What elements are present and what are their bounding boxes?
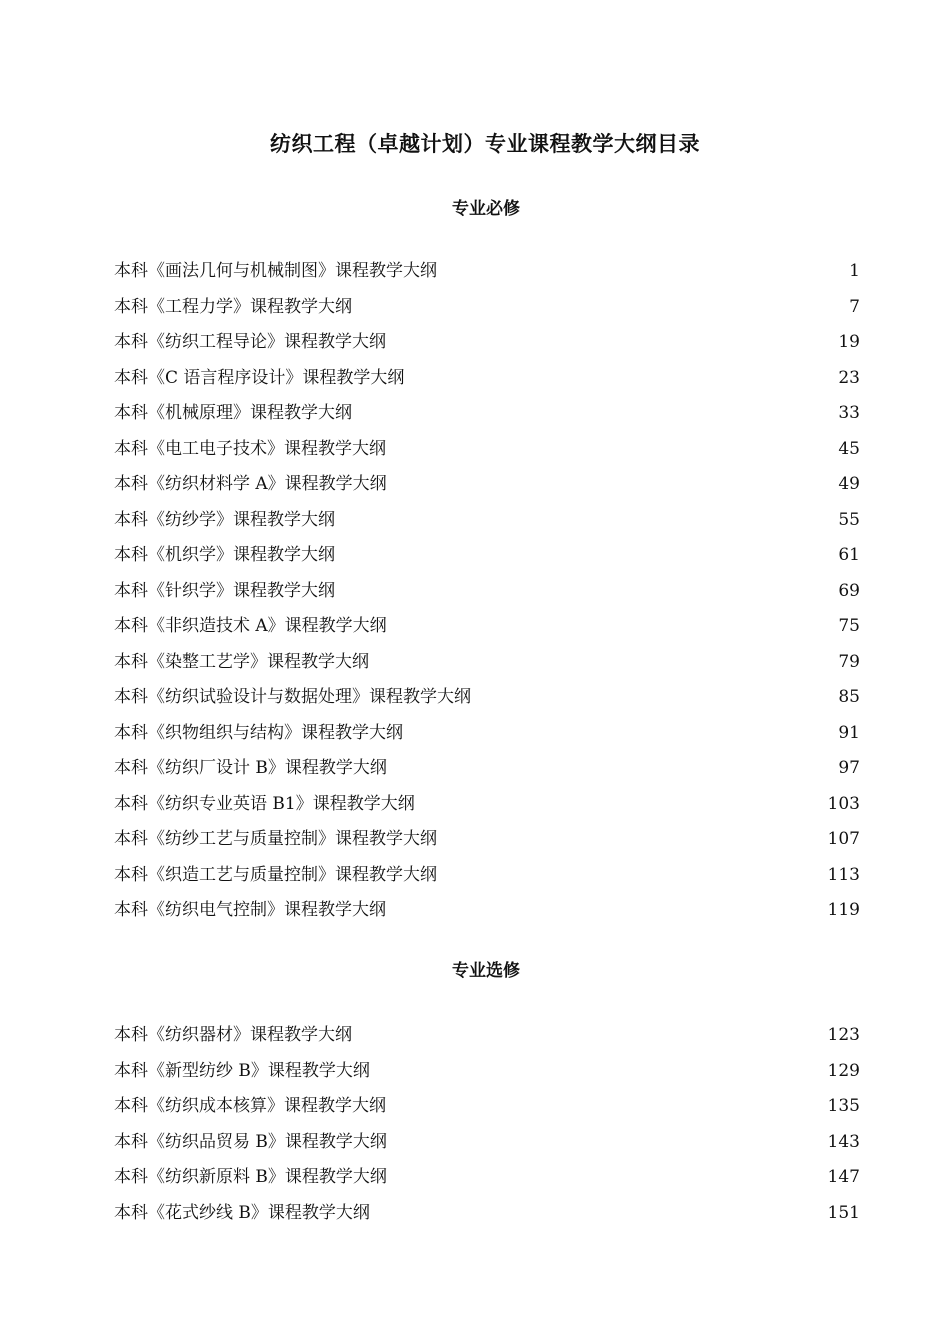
toc-entry-title: 本科《针织学》课程教学大纲 — [114, 580, 335, 601]
toc-entry-title: 本科《非织造技术 A》课程教学大纲 — [114, 616, 387, 636]
toc-entry[interactable] — [114, 538, 860, 574]
toc-entry-page-number: 85 — [838, 687, 860, 707]
toc-entry-title: 本科《新型纺纱 B》课程教学大纲 — [114, 1060, 370, 1081]
toc-entry[interactable] — [114, 822, 860, 858]
toc-entry-page-number: 7 — [849, 296, 860, 317]
toc-entry[interactable] — [114, 432, 860, 468]
toc-entry-page-number: 91 — [838, 722, 860, 743]
toc-entry[interactable] — [114, 1089, 860, 1125]
toc-entry[interactable] — [114, 1160, 860, 1196]
toc-entry-page-number: 119 — [827, 900, 860, 920]
toc-entry[interactable] — [114, 1018, 860, 1054]
toc-entry-page-number: 19 — [838, 332, 860, 352]
toc-entry-title: 本科《纺织器材》课程教学大纲 — [114, 1025, 352, 1045]
toc-entry-page-number: 33 — [838, 403, 860, 423]
toc-entry[interactable] — [114, 893, 860, 929]
toc-entry-title: 本科《纺纱学》课程教学大纲 — [114, 509, 335, 530]
toc-entry-title: 本科《工程力学》课程教学大纲 — [114, 296, 352, 317]
toc-list-required — [114, 254, 860, 929]
toc-entry-page-number: 23 — [838, 367, 860, 388]
toc-entry-title: 本科《纺织专业英语 B1》课程教学大纲 — [114, 793, 415, 814]
toc-entry-title: 本科《纺织品贸易 B》课程教学大纲 — [114, 1131, 387, 1152]
toc-entry[interactable] — [114, 716, 860, 752]
toc-entry-title: 本科《纺织新原料 B》课程教学大纲 — [114, 1167, 387, 1187]
toc-entry[interactable] — [114, 467, 860, 503]
toc-entry[interactable] — [114, 680, 860, 716]
toc-entry[interactable] — [114, 858, 860, 894]
toc-entry-page-number: 1 — [849, 261, 860, 281]
toc-entry[interactable] — [114, 1125, 860, 1161]
toc-entry[interactable] — [114, 787, 860, 823]
toc-entry-page-number: 151 — [827, 1202, 860, 1223]
toc-entry[interactable] — [114, 325, 860, 361]
toc-entry-title: 本科《纺纱工艺与质量控制》课程教学大纲 — [114, 829, 437, 849]
toc-entry-title: 本科《纺织成本核算》课程教学大纲 — [114, 1096, 386, 1116]
toc-entry[interactable] — [114, 254, 860, 290]
toc-entry-title: 本科《纺织厂设计 B》课程教学大纲 — [114, 758, 387, 778]
toc-entry-page-number: 135 — [827, 1096, 860, 1116]
toc-entry-title: 本科《纺织工程导论》课程教学大纲 — [114, 332, 386, 352]
toc-entry-page-number: 45 — [838, 438, 860, 459]
toc-entry-page-number: 49 — [838, 474, 860, 494]
toc-entry[interactable] — [114, 503, 860, 539]
document-title: 纺织工程（卓越计划）专业课程教学大纲目录 — [270, 132, 700, 156]
toc-entry[interactable] — [114, 290, 860, 326]
toc-entry[interactable] — [114, 361, 860, 397]
toc-entry-title: 本科《画法几何与机械制图》课程教学大纲 — [114, 261, 437, 281]
toc-entry-title: 本科《染整工艺学》课程教学大纲 — [114, 651, 369, 672]
toc-entry-title: 本科《纺织电气控制》课程教学大纲 — [114, 900, 386, 920]
toc-entry-page-number: 123 — [827, 1025, 860, 1045]
toc-entry-page-number: 61 — [838, 545, 860, 565]
toc-entry[interactable] — [114, 609, 860, 645]
toc-entry-title: 本科《C 语言程序设计》课程教学大纲 — [114, 367, 405, 388]
toc-entry-title: 本科《纺织试验设计与数据处理》课程教学大纲 — [114, 687, 471, 707]
toc-entry-page-number: 79 — [838, 651, 860, 672]
toc-entry[interactable] — [114, 645, 860, 681]
toc-entry[interactable] — [114, 1196, 860, 1232]
toc-entry-title: 本科《电工电子技术》课程教学大纲 — [114, 438, 386, 459]
toc-entry[interactable] — [114, 574, 860, 610]
toc-entry-title: 本科《织物组织与结构》课程教学大纲 — [114, 722, 403, 743]
toc-entry-page-number: 69 — [838, 580, 860, 601]
toc-entry-page-number: 107 — [827, 829, 860, 849]
section-heading-elective: 专业选修 — [452, 961, 520, 981]
toc-entry-page-number: 143 — [827, 1131, 860, 1152]
toc-entry-page-number: 97 — [838, 758, 860, 778]
toc-entry-page-number: 55 — [838, 509, 860, 530]
toc-entry[interactable] — [114, 396, 860, 432]
toc-entry[interactable] — [114, 751, 860, 787]
toc-list-elective — [114, 1018, 860, 1231]
toc-entry-page-number: 147 — [827, 1167, 860, 1187]
toc-entry-page-number: 129 — [827, 1060, 860, 1081]
toc-entry-page-number: 75 — [838, 616, 860, 636]
section-heading-required: 专业必修 — [452, 199, 520, 219]
toc-entry-page-number: 103 — [827, 793, 860, 814]
toc-entry-title: 本科《机织学》课程教学大纲 — [114, 545, 335, 565]
toc-entry[interactable] — [114, 1054, 860, 1090]
toc-entry-title: 本科《织造工艺与质量控制》课程教学大纲 — [114, 864, 437, 885]
toc-entry-title: 本科《花式纱线 B》课程教学大纲 — [114, 1202, 370, 1223]
toc-entry-title: 本科《纺织材料学 A》课程教学大纲 — [114, 474, 387, 494]
toc-entry-title: 本科《机械原理》课程教学大纲 — [114, 403, 352, 423]
toc-entry-page-number: 113 — [827, 864, 860, 885]
